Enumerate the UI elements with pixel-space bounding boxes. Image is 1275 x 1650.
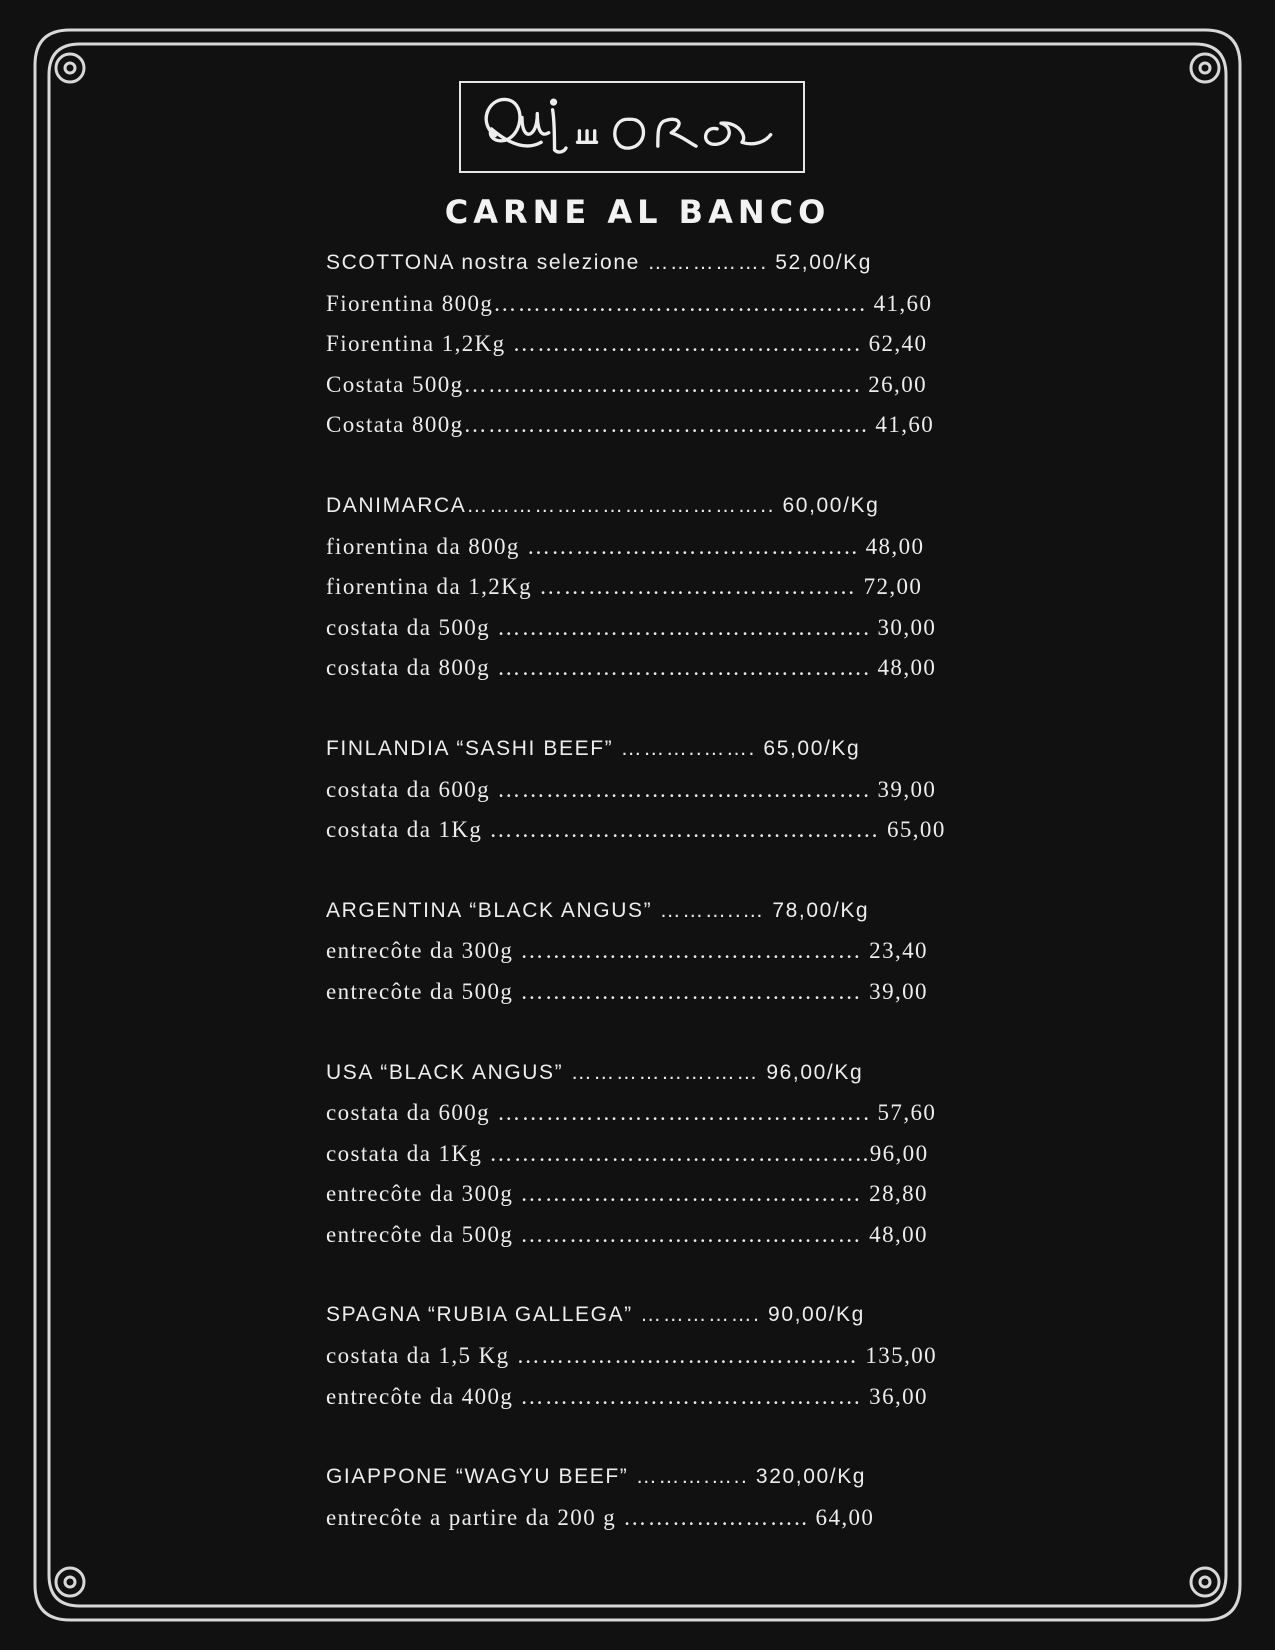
section-header: USA “BLACK ANGUS” ……………….…… 96,00/Kg [326,1060,864,1084]
menu-item: entrecôte da 300g …………………………………… 23,40 [326,938,928,964]
menu-item: costata da 800g ………………………………………. 48,00 [326,655,937,681]
menu-item: costata da 1Kg ………………………………………… 65,00 [326,817,946,843]
menu-item: entrecôte a partire da 200 g ………………….. 64,00 [326,1504,875,1530]
menu-item: costata da 600g ………………………………………. 57,60 [326,1100,937,1126]
section-scottona [326,248,966,451]
menu-item: entrecôte da 300g …………………………………… 28,80 [326,1181,928,1207]
logo-handwriting [461,83,803,171]
menu-item: fiorentina da 800g ………………………………….. 48,00 [326,533,925,559]
section-giappone [326,1462,966,1543]
section-header: FINLANDIA “SASHI BEEF” ………..……. 65,00/Kg [326,736,861,760]
menu-item: Costata 800g………………………………………….. 41,60 [326,412,935,438]
section-header: DANIMARCA………………………………….. 60,00/Kg [326,493,880,517]
menu-item: entrecôte da 500g …………………………………… 48,00 [326,1221,928,1247]
section-header: SCOTTONA nostra selezione ……………. 52,00/Kg [326,251,873,274]
section-header: GIAPPONE “WAGYU BEEF” ……….….. 320,00/Kg [326,1465,867,1489]
menu-item: costata da 1,5 Kg …………………………………… 135,00 [326,1343,938,1369]
section-usa [326,1058,966,1261]
menu-item: Costata 500g…………………………………………. 26,00 [326,371,927,397]
logo [459,81,805,173]
menu-item: entrecôte da 500g …………………………………… 39,00 [326,978,928,1004]
menu-item: Fiorentina 800g………………………………………. 41,60 [326,290,933,316]
menu-item: fiorentina da 1,2Kg ………………………………… 72,00 [326,574,923,600]
section-danimarca [326,491,966,694]
menu-item: costata da 600g ………………………………………. 39,00 [326,776,937,802]
section-spagna [326,1300,966,1422]
page-title: CARNE AL BANCO [444,193,831,231]
section-header: ARGENTINA “BLACK ANGUS” ………..… 78,00/Kg [326,898,870,922]
section-finlandia [326,734,966,856]
menu-item: entrecôte da 400g …………………………………… 36,00 [326,1383,928,1409]
section-argentina [326,896,966,1018]
section-header: SPAGNA “RUBIA GALLEGA” ……………. 90,00/Kg [326,1303,865,1327]
menu-item: costata da 500g ………………………………………. 30,00 [326,614,937,640]
price-list [326,248,966,1583]
menu-item: costata da 1Kg ………………………………………..96,00 [326,1140,929,1166]
menu-item: Fiorentina 1,2Kg ……………………………………. 62,40 [326,331,928,357]
